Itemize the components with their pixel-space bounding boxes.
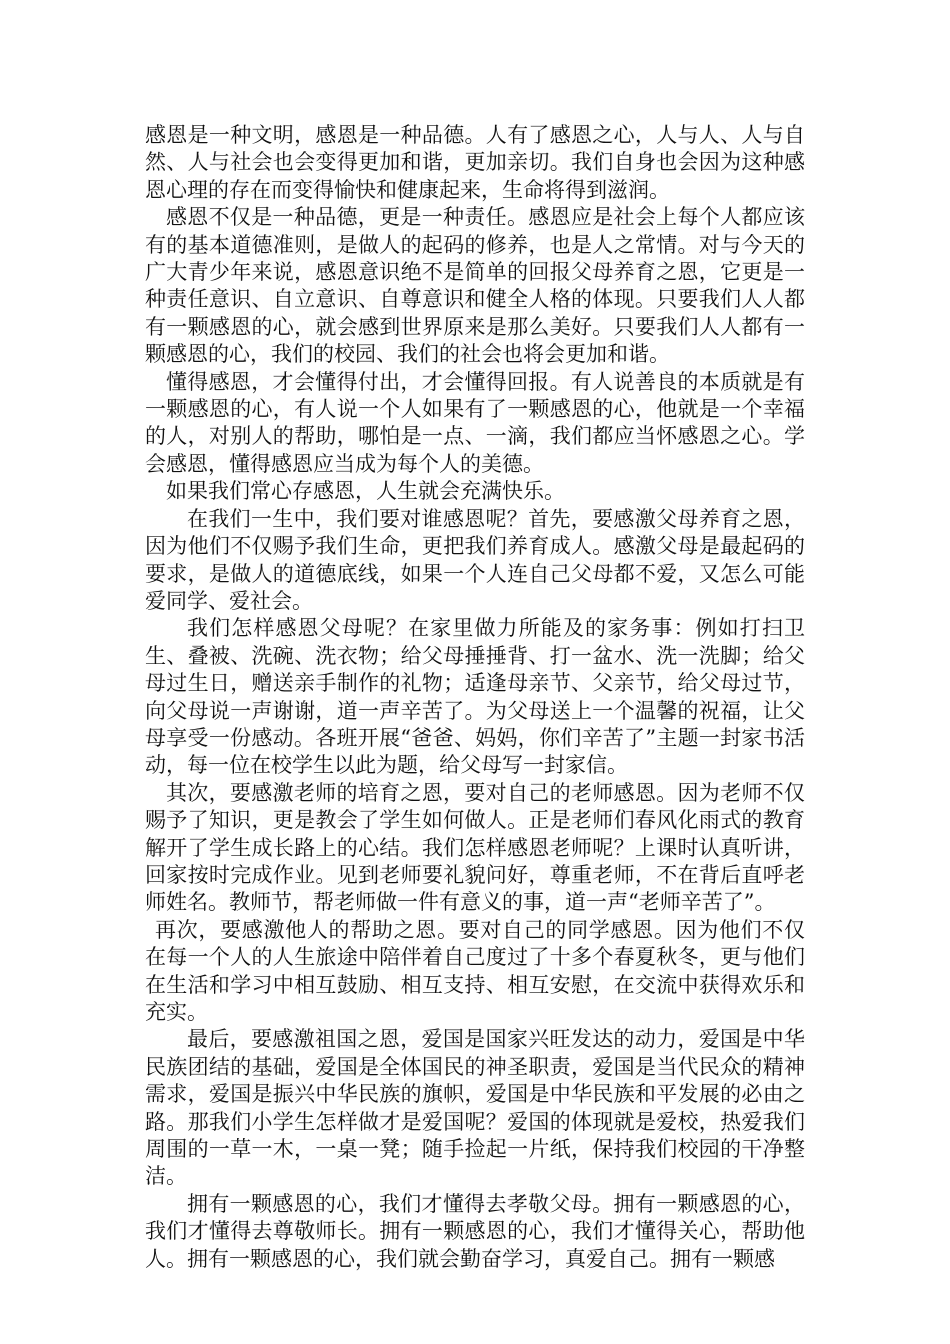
paragraph-gratitude-civilization: 感恩是一种文明，感恩是一种品德。人有了感恩之心，人与人、人与自然、人与社会也会变得更加和谐，更加亲切。我们自身也会因为这种感恩心理的存在而变得愉快和健康起来，生命将得到滋润。 (145, 123, 805, 202)
paragraph-thank-others: 再次，要感激他人的帮助之恩。要对自己的同学感恩。因为他们不仅在每一个人的人生旅途中陪伴着自己度过了十多个春夏秋冬，更与他们在生活和学习中相互鼓励、相互支持、相互安慰，在交流中获得欢乐和充实。 (145, 917, 805, 1024)
paragraph-how-thank-parents: 我们怎样感恩父母呢？在家里做力所能及的家务事：例如打扫卫生、叠被、洗碗、洗衣物；给父母捶捶背、打一盆水、洗一洗脚；给父母过生日，赠送亲手制作的礼物；适逢母亲节、父亲节，给父母过节，向父母说一声谢谢，道一声辛苦了。为父母送上一个温馨的祝福，让父母享受一份感动。各班开展“爸爸、妈妈，你们辛苦了”主题一封家书活动，每一位在校学生以此为题，给父母写一封家信。 (145, 616, 805, 778)
paragraph-thank-motherland: 最后，要感激祖国之恩，爱国是国家兴旺发达的动力，爱国是中华民族团结的基础，爱国是全体国民的神圣职责，爱国是当代民众的精神需求，爱国是振兴中华民族的旗帜，爱国是中华民族和平发展的必由之路。那我们小学生怎样做才是爱国呢？爱国的体现就是爱校，热爱我们周围的一草一木，一桌一凳；随手捡起一片纸，保持我们校园的干净整洁。 (145, 1027, 805, 1189)
paragraph-gratitude-giving: 懂得感恩，才会懂得付出，才会懂得回报。有人说善良的本质就是有一颗感恩的心，有人说一个人如果有了一颗感恩的心，他就是一个幸福的人，对别人的帮助，哪怕是一点、一滴，我们都应当怀感恩之心。学会感恩，懂得感恩应当成为每个人的美德。 (145, 369, 805, 476)
document-page (145, 122, 805, 1273)
paragraph-gratitude-happiness: 如果我们常心存感恩，人生就会充满快乐。 (166, 479, 565, 504)
paragraph-grateful-heart: 拥有一颗感恩的心，我们才懂得去孝敬父母。拥有一颗感恩的心，我们才懂得去尊敬师长。拥有一颗感恩的心，我们才懂得关心，帮助他人。拥有一颗感恩的心，我们就会勤奋学习，真爱自己。拥有一颗感 (145, 1191, 805, 1271)
paragraph-thank-parents: 在我们一生中，我们要对谁感恩呢？首先，要感激父母养育之恩，因为他们不仅赐予我们生命，更把我们养育成人。感激父母是最起码的要求，是做人的道德底线，如果一个人连自己父母都不爱，又怎么可能爱同学、爱社会。 (145, 506, 805, 613)
paragraph-gratitude-responsibility: 感恩不仅是一种品德，更是一种责任。感恩应是社会上每个人都应该有的基本道德准则，是做人的起码的修养，也是人之常情。对与今天的广大青少年来说，感恩意识绝不是简单的回报父母养育之恩，它更是一种责任意识、自立意识、自尊意识和健全人格的体现。只要我们人人都有一颗感恩的心，就会感到世界原来是那么美好。只要我们人人都有一颗感恩的心，我们的校园、我们的社会也将会更加和谐。 (145, 205, 805, 367)
paragraph-thank-teachers: 其次，要感激老师的培育之恩，要对自己的老师感恩。因为老师不仅赐予了知识，更是教会了学生如何做人。正是老师们春风化雨式的教育解开了学生成长路上的心结。我们怎样感恩老师呢？上课时认真听讲，回家按时完成作业。见到老师要礼貌问好，尊重老师，不在背后直呼老师姓名。教师节，帮老师做一件有意义的事，道一声“老师辛苦了”。 (145, 780, 805, 915)
